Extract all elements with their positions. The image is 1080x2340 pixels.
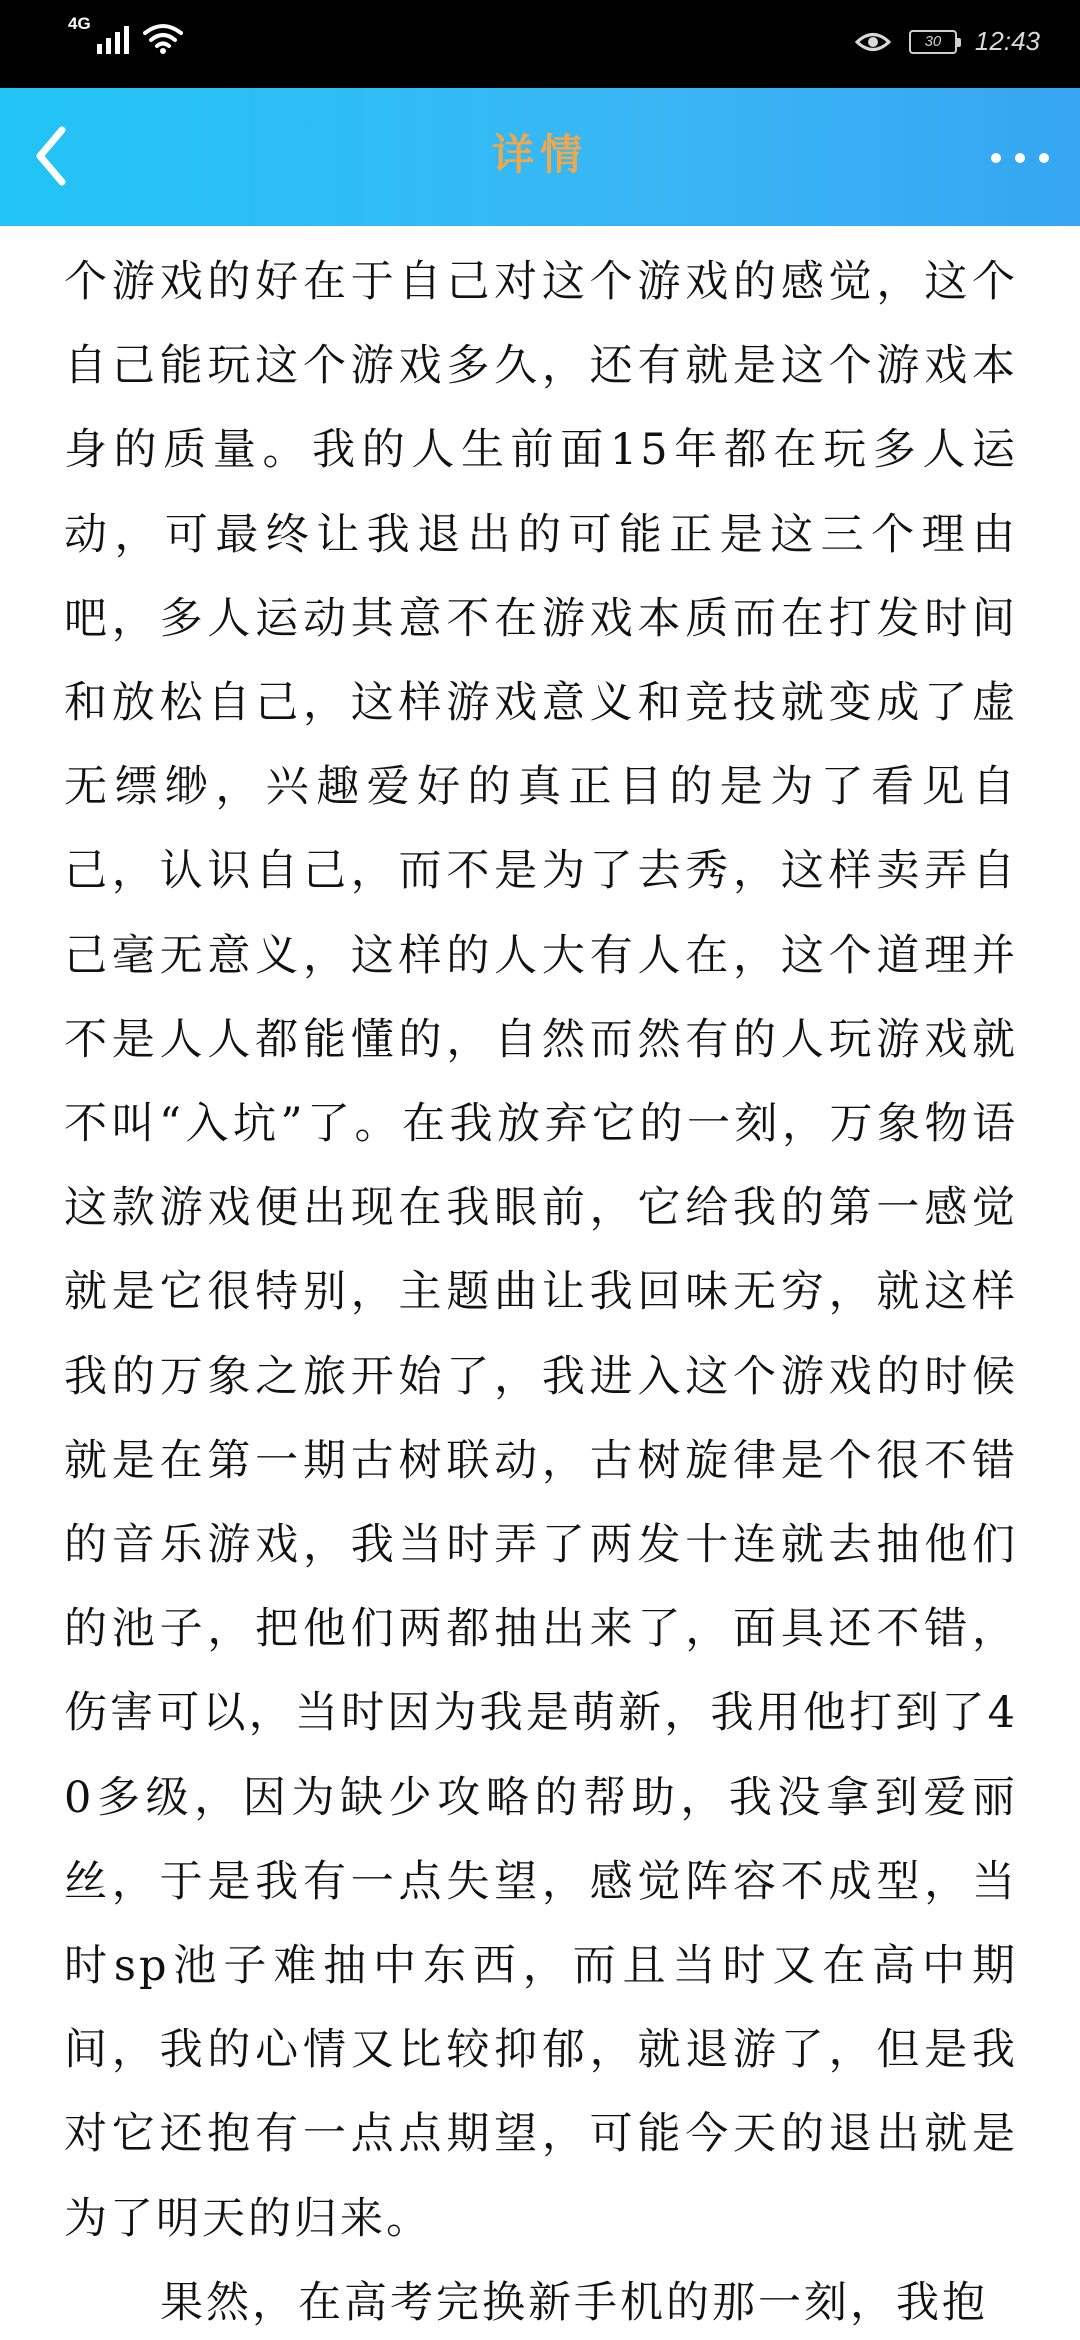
battery-icon [909,30,957,54]
signal-icon [97,26,129,54]
battery-level: 30 [924,33,942,50]
network-type-label: 4G [68,14,91,33]
status-bar [0,0,1080,88]
eye-comfort-icon [855,29,891,55]
more-horizontal-icon [980,128,1060,188]
wifi-icon [143,22,183,54]
article-paragraph: 个游戏的好在于自己对这个游戏的感觉，这个自己能玩这个游戏多久，还有就是这个游戏本身的质量。我的人生前面15年都在玩多人运动，可最终让我退出的可能正是这三个理由吧，多人运动其意不在游戏本质而在打发时间和放松自己，这样游戏意义和竞技就变成了虚无缥缈，兴趣爱好的真正目的是为了看见自己，认识自己，而不是为了去秀，这样卖弄自己毫无意义，这样的人大有人在，这个道理并不是人人都能懂的，自然而然有的人玩游戏就不叫“入坑”了。在我放弃它的一刻，万象物语这款游戏便出现在我眼前，它给我的第一感觉就是它很特别，主题曲让我回味无穷，就这样我的万象之旅开始了，我进入这个游戏的时候就是在第一期古树联动，古树旋律是个很不错的音乐游戏，我当时弄了两发十连就去抽他们的池子，把他们两都抽出来了，面具还不错，伤害可以，当时因为我是萌新，我用他打到了40多级，因为缺少攻略的帮助，我没拿到爱丽丝，于是我有一点失望，感觉阵容不成型，当时sp池子难抽中东西，而且当时又在高中期间，我的心情又比较抑郁，就退游了，但是我对它还抱有一点点期望，可能今天的退出就是为了明天的归来。 [64,257,1018,2244]
status-left-group [68,14,183,54]
more-button[interactable] [980,128,1060,188]
status-right-group [855,26,1040,57]
article-paragraph: 果然，在高考完换新手机的那一刻，我抱 [160,2277,988,2328]
page-title: 详情 [491,130,588,179]
article-content[interactable] [0,226,1080,2340]
status-time: 12:43 [974,26,1040,56]
title-bar [0,88,1080,226]
